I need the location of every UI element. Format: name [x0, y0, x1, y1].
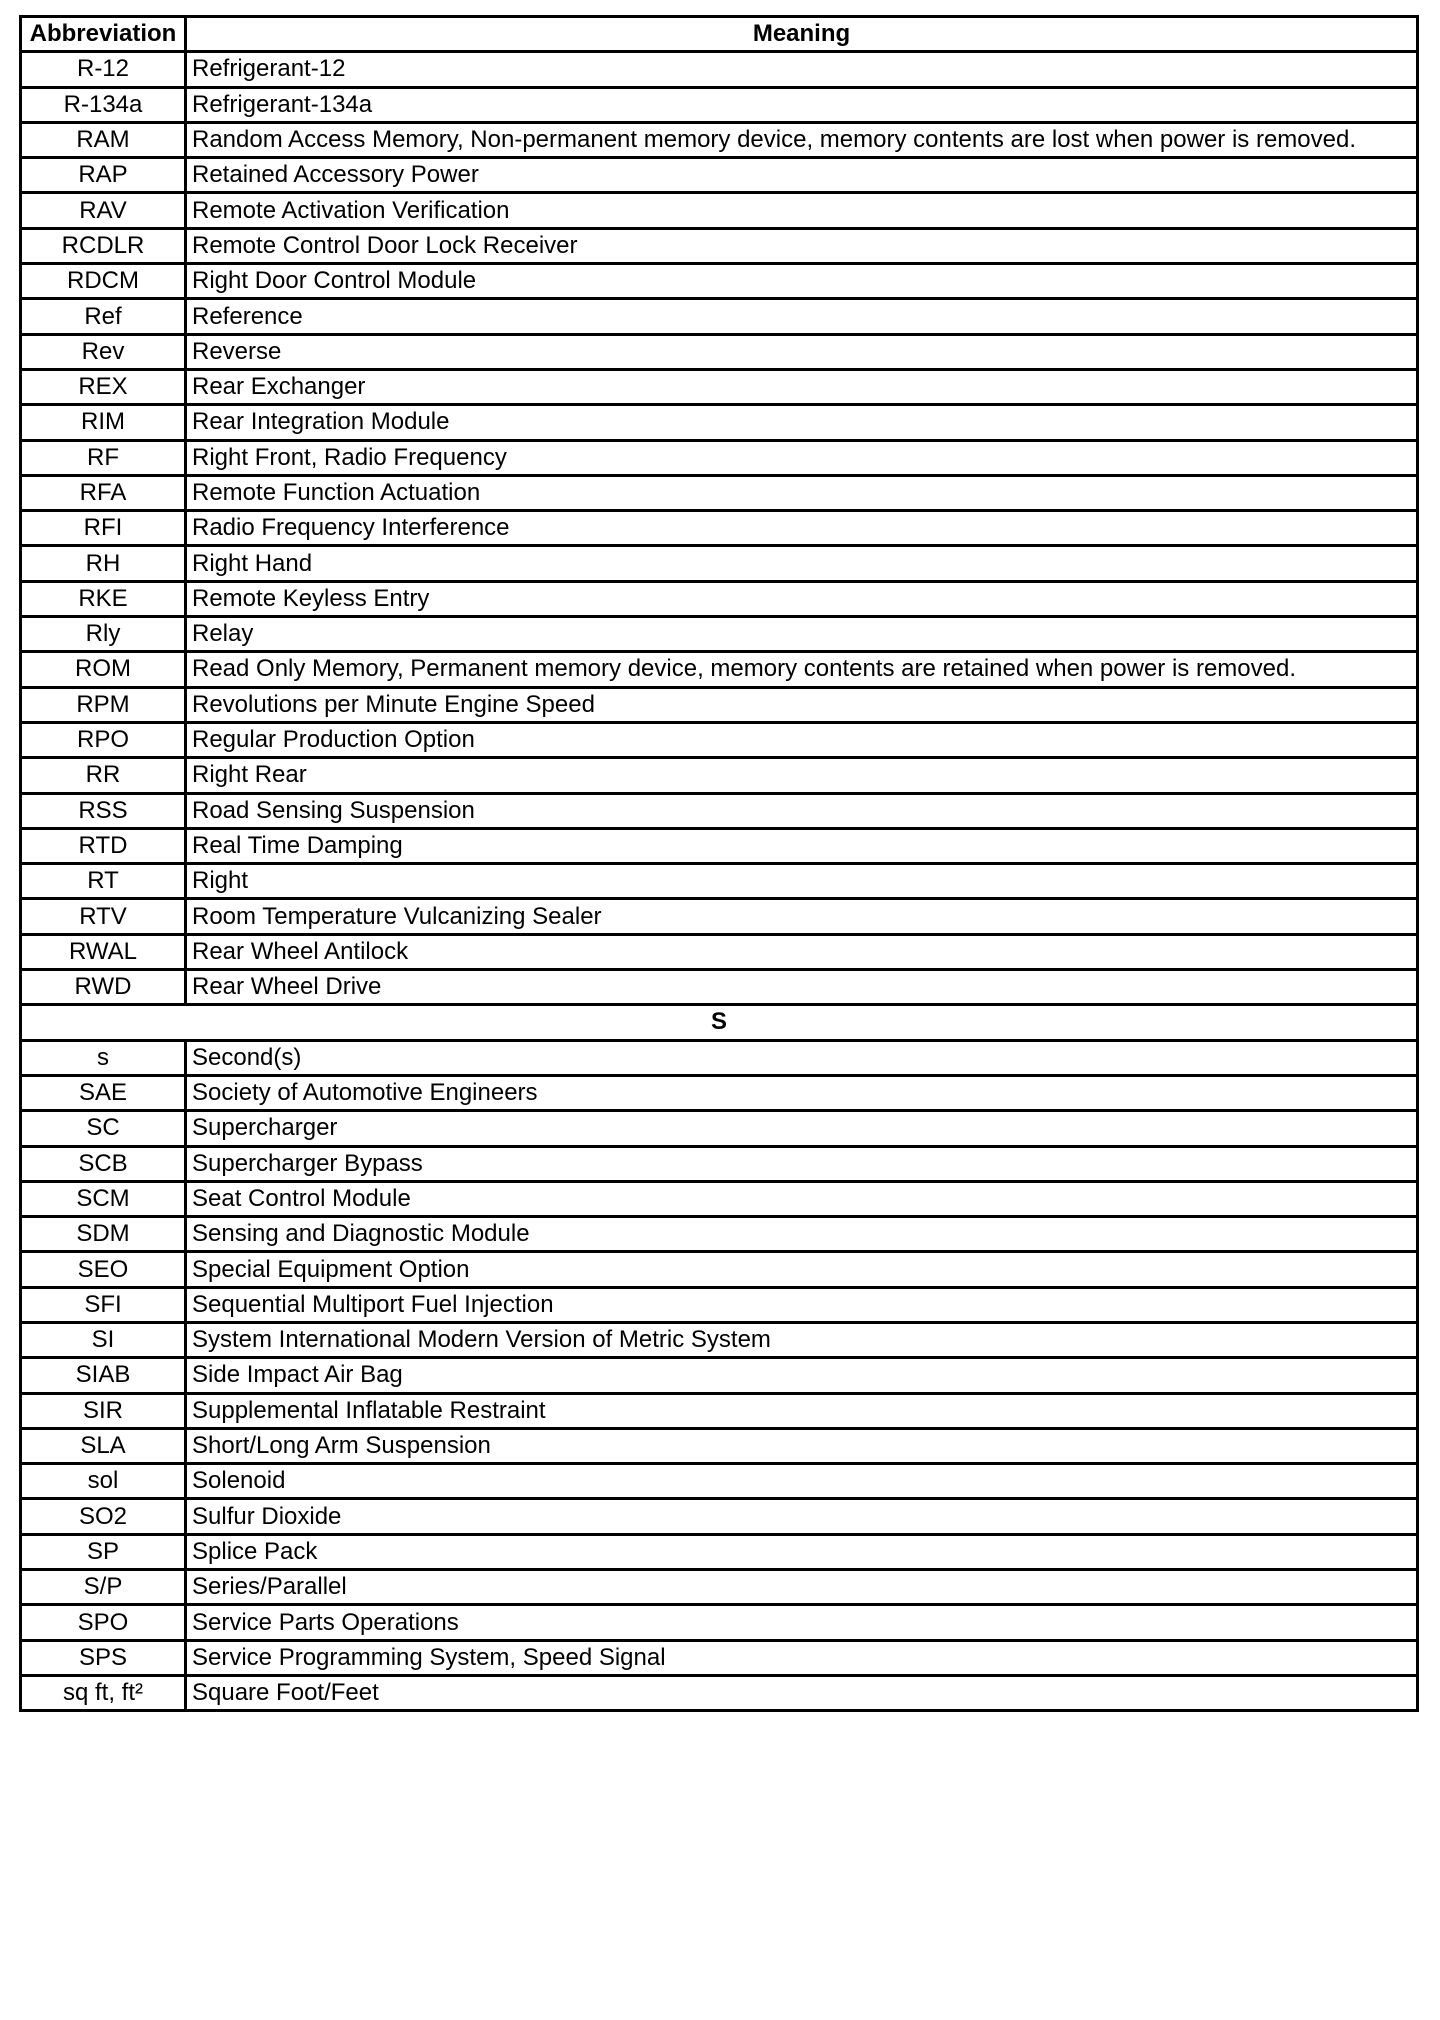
table-row: [21, 1075, 1418, 1110]
table-row: [21, 1499, 1418, 1534]
meaning-cell: Read Only Memory, Permanent memory device, memory contents are retained when power is removed.: [186, 652, 1418, 687]
table-row: [21, 87, 1418, 122]
meaning-cell: Rear Wheel Drive: [186, 970, 1418, 1005]
abbreviation-cell: SIAB: [21, 1358, 186, 1393]
table-row: [21, 793, 1418, 828]
abbreviation-cell: RWAL: [21, 934, 186, 969]
abbreviation-cell: RF: [21, 440, 186, 475]
abbreviation-cell: R-134a: [21, 87, 186, 122]
meaning-cell: Remote Function Actuation: [186, 475, 1418, 510]
meaning-cell: Retained Accessory Power: [186, 158, 1418, 193]
abbreviation-cell: RKE: [21, 581, 186, 616]
table-row: [21, 475, 1418, 510]
table-row: [21, 193, 1418, 228]
abbreviation-cell: Ref: [21, 299, 186, 334]
meaning-cell: Service Parts Operations: [186, 1605, 1418, 1640]
table-row: [21, 1040, 1418, 1075]
table-row: [21, 1146, 1418, 1181]
table-row: [21, 1534, 1418, 1569]
meaning-cell: Remote Activation Verification: [186, 193, 1418, 228]
abbreviation-cell: RTD: [21, 828, 186, 863]
abbreviation-cell: sq ft, ft²: [21, 1675, 186, 1710]
abbreviation-cell: RPM: [21, 687, 186, 722]
abbreviation-cell: sol: [21, 1464, 186, 1499]
column-header-abbreviation: Abbreviation: [21, 17, 186, 52]
abbreviation-cell: RTV: [21, 899, 186, 934]
abbreviation-cell: S/P: [21, 1570, 186, 1605]
abbreviation-cell: RFA: [21, 475, 186, 510]
meaning-cell: Revolutions per Minute Engine Speed: [186, 687, 1418, 722]
table-row: [21, 828, 1418, 863]
abbreviation-cell: RAV: [21, 193, 186, 228]
meaning-cell: Right: [186, 864, 1418, 899]
meaning-cell: Road Sensing Suspension: [186, 793, 1418, 828]
meaning-cell: Reverse: [186, 334, 1418, 369]
table-row: [21, 1428, 1418, 1463]
table-row: [21, 864, 1418, 899]
meaning-cell: Right Rear: [186, 758, 1418, 793]
abbreviation-cell: RAM: [21, 122, 186, 157]
abbreviation-cell: SPS: [21, 1640, 186, 1675]
abbreviation-cell: RDCM: [21, 264, 186, 299]
abbreviation-cell: SDM: [21, 1217, 186, 1252]
abbreviation-cell: RWD: [21, 970, 186, 1005]
abbreviation-cell: SP: [21, 1534, 186, 1569]
meaning-cell: Square Foot/Feet: [186, 1675, 1418, 1710]
table-row: [21, 1322, 1418, 1357]
meaning-cell: Random Access Memory, Non-permanent memory device, memory contents are lost when power is removed.: [186, 122, 1418, 157]
meaning-cell: Rear Integration Module: [186, 405, 1418, 440]
meaning-cell: Short/Long Arm Suspension: [186, 1428, 1418, 1463]
meaning-cell: Side Impact Air Bag: [186, 1358, 1418, 1393]
meaning-cell: Supplemental Inflatable Restraint: [186, 1393, 1418, 1428]
abbreviation-cell: SO2: [21, 1499, 186, 1534]
meaning-cell: Sulfur Dioxide: [186, 1499, 1418, 1534]
meaning-cell: Sequential Multiport Fuel Injection: [186, 1287, 1418, 1322]
abbreviation-cell: Rev: [21, 334, 186, 369]
meaning-cell: Room Temperature Vulcanizing Sealer: [186, 899, 1418, 934]
table-row: [21, 1252, 1418, 1287]
table-row: [21, 1640, 1418, 1675]
table-row: [21, 228, 1418, 263]
abbreviation-cell: RPO: [21, 722, 186, 757]
meaning-cell: System International Modern Version of Metric System: [186, 1322, 1418, 1357]
abbreviation-cell: ROM: [21, 652, 186, 687]
section-letter: S: [21, 1005, 1418, 1040]
abbreviation-cell: SC: [21, 1111, 186, 1146]
table-row: [21, 970, 1418, 1005]
table-row: [21, 369, 1418, 404]
abbreviation-cell: Rly: [21, 617, 186, 652]
table-row: [21, 1675, 1418, 1710]
table-row: [21, 687, 1418, 722]
meaning-cell: Refrigerant-134a: [186, 87, 1418, 122]
abbreviation-cell: R-12: [21, 52, 186, 87]
meaning-cell: Sensing and Diagnostic Module: [186, 1217, 1418, 1252]
abbreviation-table: [19, 15, 1419, 1712]
table-row: [21, 581, 1418, 616]
table-row: [21, 652, 1418, 687]
meaning-cell: Regular Production Option: [186, 722, 1418, 757]
meaning-cell: Rear Exchanger: [186, 369, 1418, 404]
table-row: [21, 1111, 1418, 1146]
table-row: [21, 1605, 1418, 1640]
meaning-cell: Seat Control Module: [186, 1181, 1418, 1216]
meaning-cell: Remote Keyless Entry: [186, 581, 1418, 616]
table-row: [21, 1217, 1418, 1252]
meaning-cell: Right Door Control Module: [186, 264, 1418, 299]
meaning-cell: Right Hand: [186, 546, 1418, 581]
meaning-cell: Second(s): [186, 1040, 1418, 1075]
abbreviation-cell: SPO: [21, 1605, 186, 1640]
table-row: [21, 1393, 1418, 1428]
meaning-cell: Refrigerant-12: [186, 52, 1418, 87]
abbreviation-cell: SCM: [21, 1181, 186, 1216]
abbreviation-cell: SIR: [21, 1393, 186, 1428]
meaning-cell: Special Equipment Option: [186, 1252, 1418, 1287]
table-row: [21, 334, 1418, 369]
meaning-cell: Supercharger: [186, 1111, 1418, 1146]
meaning-cell: Relay: [186, 617, 1418, 652]
table-row: [21, 617, 1418, 652]
table-row: [21, 722, 1418, 757]
table-body: [21, 52, 1418, 1711]
abbreviation-cell: REX: [21, 369, 186, 404]
abbreviation-cell: SFI: [21, 1287, 186, 1322]
meaning-cell: Society of Automotive Engineers: [186, 1075, 1418, 1110]
table-row: [21, 899, 1418, 934]
table-row: [21, 1181, 1418, 1216]
meaning-cell: Supercharger Bypass: [186, 1146, 1418, 1181]
table-row: [21, 546, 1418, 581]
meaning-cell: Right Front, Radio Frequency: [186, 440, 1418, 475]
meaning-cell: Splice Pack: [186, 1534, 1418, 1569]
abbreviation-cell: RIM: [21, 405, 186, 440]
meaning-cell: Rear Wheel Antilock: [186, 934, 1418, 969]
abbreviation-cell: RT: [21, 864, 186, 899]
meaning-cell: Radio Frequency Interference: [186, 511, 1418, 546]
table-row: [21, 440, 1418, 475]
meaning-cell: Real Time Damping: [186, 828, 1418, 863]
table-row: [21, 758, 1418, 793]
abbreviation-cell: RAP: [21, 158, 186, 193]
table-row: [21, 511, 1418, 546]
abbreviation-cell: RCDLR: [21, 228, 186, 263]
table-row: [21, 264, 1418, 299]
abbreviation-cell: SEO: [21, 1252, 186, 1287]
table-row: [21, 52, 1418, 87]
table-row: [21, 1570, 1418, 1605]
abbreviation-cell: SLA: [21, 1428, 186, 1463]
table-row: [21, 1464, 1418, 1499]
table-row: [21, 1287, 1418, 1322]
meaning-cell: Service Programming System, Speed Signal: [186, 1640, 1418, 1675]
meaning-cell: Reference: [186, 299, 1418, 334]
table-row: [21, 1358, 1418, 1393]
abbreviation-cell: s: [21, 1040, 186, 1075]
meaning-cell: Solenoid: [186, 1464, 1418, 1499]
abbreviation-cell: RR: [21, 758, 186, 793]
abbreviation-cell: SI: [21, 1322, 186, 1357]
table-row: [21, 158, 1418, 193]
table-row: [21, 405, 1418, 440]
table-row: [21, 122, 1418, 157]
table-header-row: [21, 17, 1418, 52]
table-row: [21, 299, 1418, 334]
abbreviation-cell: RSS: [21, 793, 186, 828]
column-header-meaning: Meaning: [186, 17, 1418, 52]
abbreviation-cell: RFI: [21, 511, 186, 546]
section-header-row: [21, 1005, 1418, 1040]
table-row: [21, 934, 1418, 969]
abbreviation-cell: SAE: [21, 1075, 186, 1110]
meaning-cell: Remote Control Door Lock Receiver: [186, 228, 1418, 263]
abbreviation-cell: SCB: [21, 1146, 186, 1181]
meaning-cell: Series/Parallel: [186, 1570, 1418, 1605]
abbreviation-cell: RH: [21, 546, 186, 581]
